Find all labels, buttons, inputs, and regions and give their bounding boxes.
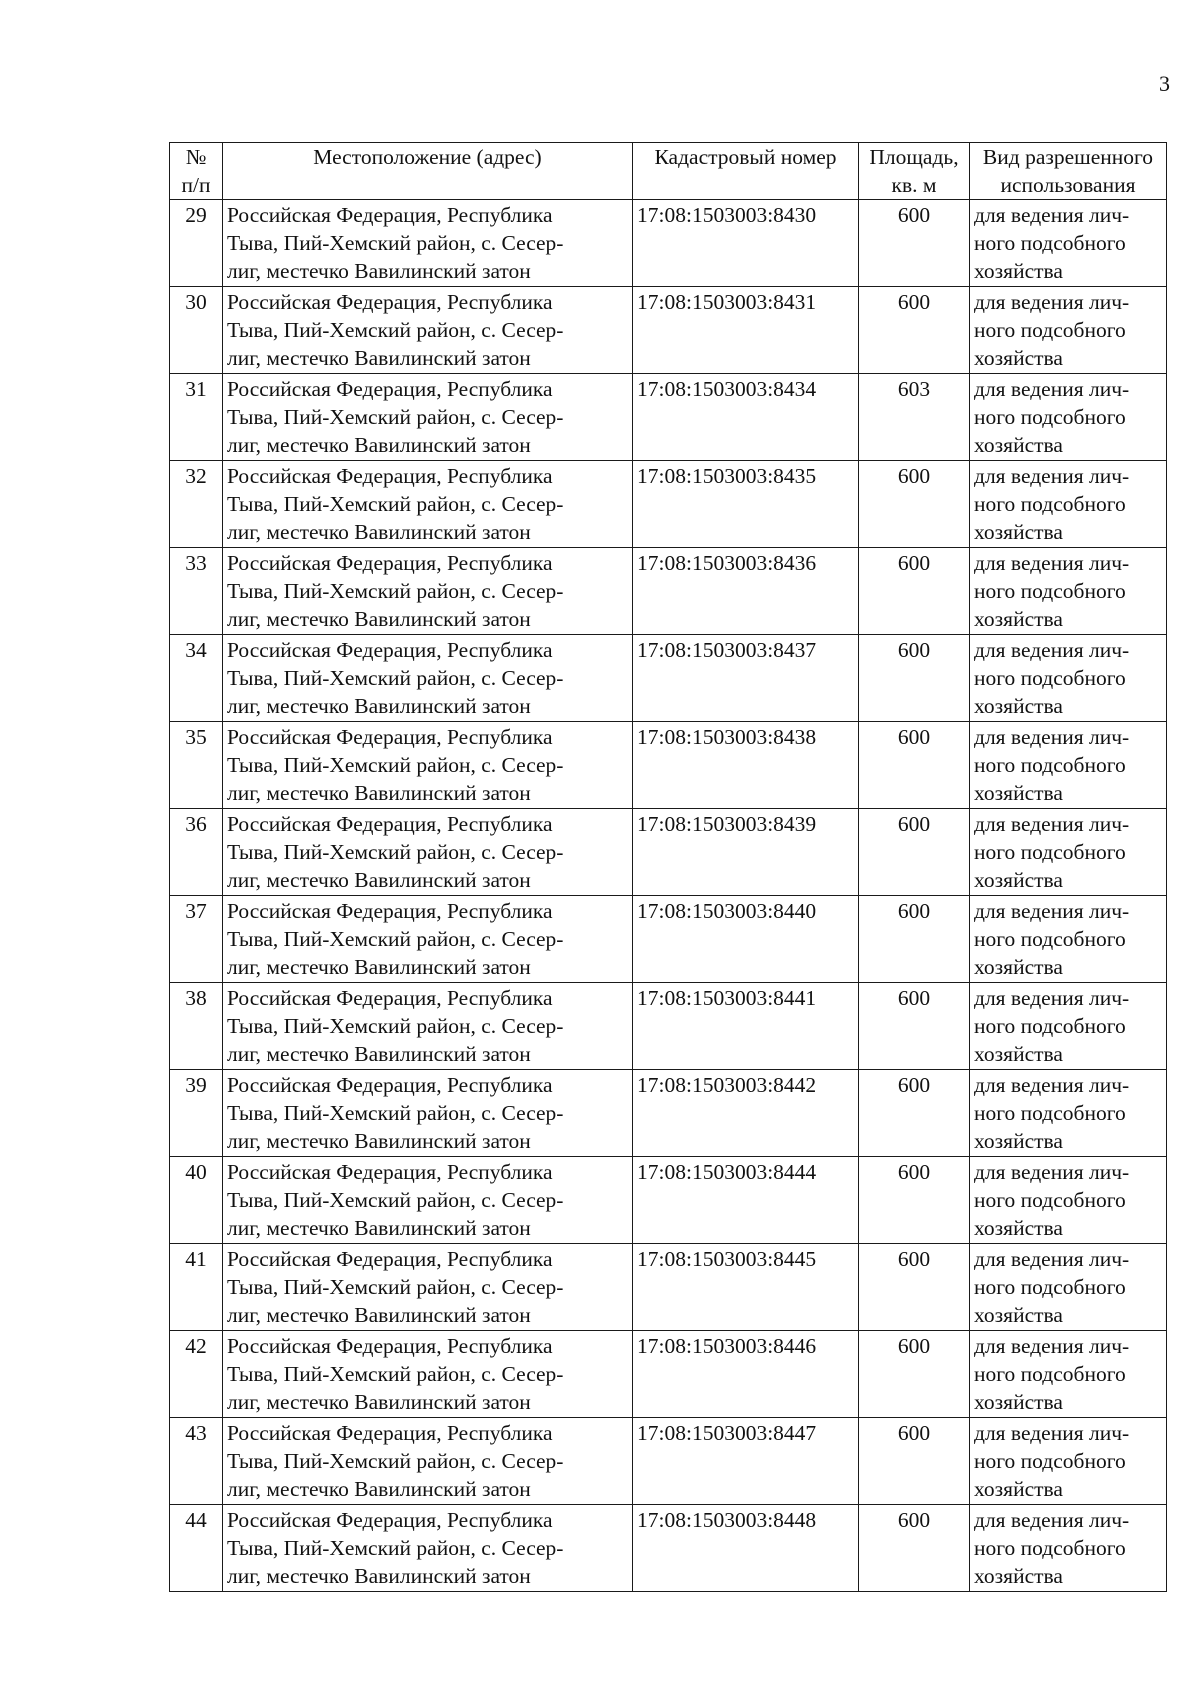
address-line: Тыва, Пий-Хемский район, с. Сесер- (227, 1188, 564, 1212)
permitted-use-line: для ведения лич- (974, 638, 1130, 662)
address-line: лиг, местечко Вавилинский затон (227, 259, 531, 283)
permitted-use-line: ного подсобного (974, 840, 1126, 864)
address-line: Российская Федерация, Республика (227, 1508, 553, 1532)
address-line: лиг, местечко Вавилинский затон (227, 607, 531, 631)
table-row (170, 983, 1167, 1070)
table-row (170, 1244, 1167, 1331)
address-line: Российская Федерация, Республика (227, 899, 553, 923)
address-cell (223, 200, 633, 287)
row-number-cell: 31 (170, 374, 223, 461)
cadastral-number-cell: 17:08:1503003:8441 (633, 983, 859, 1070)
address-line: Тыва, Пий-Хемский район, с. Сесер- (227, 1449, 564, 1473)
area-cell: 600 (859, 1505, 970, 1592)
address-line: Тыва, Пий-Хемский район, с. Сесер- (227, 492, 564, 516)
cadastral-number-cell: 17:08:1503003:8444 (633, 1157, 859, 1244)
address-cell (223, 1157, 633, 1244)
address-line: Российская Федерация, Республика (227, 464, 553, 488)
address-line: Российская Федерация, Республика (227, 290, 553, 314)
cadastral-number-cell: 17:08:1503003:8439 (633, 809, 859, 896)
address-cell (223, 983, 633, 1070)
address-line: Тыва, Пий-Хемский район, с. Сесер- (227, 318, 564, 342)
row-number-cell: 37 (170, 896, 223, 983)
permitted-use-cell (970, 1157, 1167, 1244)
address-cell (223, 1331, 633, 1418)
header-num-line: п/п (181, 173, 211, 197)
address-line: Тыва, Пий-Хемский район, с. Сесер- (227, 1536, 564, 1560)
address-line: Тыва, Пий-Хемский район, с. Сесер- (227, 927, 564, 951)
area-cell: 600 (859, 1418, 970, 1505)
permitted-use-line: ного подсобного (974, 579, 1126, 603)
row-number-cell: 33 (170, 548, 223, 635)
permitted-use-cell (970, 1418, 1167, 1505)
permitted-use-line: хозяйства (974, 433, 1063, 457)
address-cell (223, 1505, 633, 1592)
permitted-use-line: хозяйства (974, 1129, 1063, 1153)
row-number-cell: 41 (170, 1244, 223, 1331)
area-cell: 600 (859, 809, 970, 896)
address-line: лиг, местечко Вавилинский затон (227, 1129, 531, 1153)
cadastral-number-cell: 17:08:1503003:8431 (633, 287, 859, 374)
table-header (170, 143, 1167, 200)
cadastral-number-cell: 17:08:1503003:8435 (633, 461, 859, 548)
permitted-use-line: для ведения лич- (974, 1247, 1130, 1271)
area-cell: 603 (859, 374, 970, 461)
header-area-line: Площадь, (869, 145, 959, 169)
table-row (170, 809, 1167, 896)
cadastral-number-cell: 17:08:1503003:8442 (633, 1070, 859, 1157)
header-use-line: использования (1000, 173, 1136, 197)
address-line: Российская Федерация, Республика (227, 203, 553, 227)
address-line: Тыва, Пий-Хемский район, с. Сесер- (227, 405, 564, 429)
header-address-line: Местоположение (адрес) (313, 145, 542, 169)
permitted-use-line: хозяйства (974, 955, 1063, 979)
permitted-use-line: для ведения лич- (974, 203, 1130, 227)
table-row (170, 1070, 1167, 1157)
permitted-use-line: хозяйства (974, 868, 1063, 892)
address-line: Российская Федерация, Республика (227, 1160, 553, 1184)
header-area (859, 143, 970, 200)
area-cell: 600 (859, 200, 970, 287)
address-line: Российская Федерация, Республика (227, 1334, 553, 1358)
address-cell (223, 548, 633, 635)
table-row (170, 374, 1167, 461)
cadastral-number-cell: 17:08:1503003:8445 (633, 1244, 859, 1331)
address-line: Тыва, Пий-Хемский район, с. Сесер- (227, 666, 564, 690)
address-line: лиг, местечко Вавилинский затон (227, 346, 531, 370)
permitted-use-line: ного подсобного (974, 1188, 1126, 1212)
permitted-use-line: хозяйства (974, 1303, 1063, 1327)
permitted-use-line: ного подсобного (974, 1101, 1126, 1125)
permitted-use-line: ного подсобного (974, 231, 1126, 255)
address-line: лиг, местечко Вавилинский затон (227, 781, 531, 805)
address-line: Тыва, Пий-Хемский район, с. Сесер- (227, 1014, 564, 1038)
address-line: лиг, местечко Вавилинский затон (227, 1303, 531, 1327)
area-cell: 600 (859, 1157, 970, 1244)
permitted-use-line: хозяйства (974, 1564, 1063, 1588)
table-row (170, 1331, 1167, 1418)
row-number-cell: 42 (170, 1331, 223, 1418)
row-number-cell: 32 (170, 461, 223, 548)
area-cell: 600 (859, 548, 970, 635)
permitted-use-line: ного подсобного (974, 492, 1126, 516)
permitted-use-cell (970, 1070, 1167, 1157)
permitted-use-line: хозяйства (974, 1216, 1063, 1240)
permitted-use-cell (970, 461, 1167, 548)
cadastral-number-cell: 17:08:1503003:8430 (633, 200, 859, 287)
header-use-line: Вид разрешенного (982, 145, 1154, 169)
permitted-use-cell (970, 896, 1167, 983)
address-line: лиг, местечко Вавилинский затон (227, 1564, 531, 1588)
table-row (170, 461, 1167, 548)
area-cell: 600 (859, 1331, 970, 1418)
header-cadastral-line: Кадастровый номер (654, 145, 837, 169)
row-number-cell: 43 (170, 1418, 223, 1505)
permitted-use-line: для ведения лич- (974, 986, 1130, 1010)
permitted-use-line: ного подсобного (974, 1362, 1126, 1386)
address-line: лиг, местечко Вавилинский затон (227, 1477, 531, 1501)
permitted-use-cell (970, 983, 1167, 1070)
address-line: Тыва, Пий-Хемский район, с. Сесер- (227, 1275, 564, 1299)
row-number-cell: 36 (170, 809, 223, 896)
address-line: Российская Федерация, Республика (227, 377, 553, 401)
address-line: Тыва, Пий-Хемский район, с. Сесер- (227, 753, 564, 777)
row-number-cell: 39 (170, 1070, 223, 1157)
permitted-use-line: ного подсобного (974, 666, 1126, 690)
table-row (170, 548, 1167, 635)
address-cell (223, 635, 633, 722)
permitted-use-cell (970, 1331, 1167, 1418)
address-line: Тыва, Пий-Хемский район, с. Сесер- (227, 579, 564, 603)
permitted-use-line: для ведения лич- (974, 899, 1130, 923)
address-line: лиг, местечко Вавилинский затон (227, 955, 531, 979)
permitted-use-line: ного подсобного (974, 405, 1126, 429)
cadastral-number-cell: 17:08:1503003:8436 (633, 548, 859, 635)
address-line: лиг, местечко Вавилинский затон (227, 868, 531, 892)
permitted-use-line: хозяйства (974, 1390, 1063, 1414)
cadastral-number-cell: 17:08:1503003:8440 (633, 896, 859, 983)
permitted-use-line: хозяйства (974, 1042, 1063, 1066)
permitted-use-line: ного подсобного (974, 1449, 1126, 1473)
permitted-use-line: для ведения лич- (974, 725, 1130, 749)
table-body (170, 200, 1167, 1592)
area-cell: 600 (859, 287, 970, 374)
permitted-use-cell (970, 722, 1167, 809)
address-line: лиг, местечко Вавилинский затон (227, 694, 531, 718)
permitted-use-line: для ведения лич- (974, 551, 1130, 575)
address-line: Российская Федерация, Республика (227, 812, 553, 836)
permitted-use-cell (970, 200, 1167, 287)
permitted-use-line: для ведения лич- (974, 290, 1130, 314)
address-line: Тыва, Пий-Хемский район, с. Сесер- (227, 231, 564, 255)
permitted-use-cell (970, 287, 1167, 374)
address-line: лиг, местечко Вавилинский затон (227, 433, 531, 457)
address-cell (223, 1244, 633, 1331)
address-cell (223, 896, 633, 983)
permitted-use-line: для ведения лич- (974, 1073, 1130, 1097)
permitted-use-cell (970, 374, 1167, 461)
row-number-cell: 44 (170, 1505, 223, 1592)
row-number-cell: 30 (170, 287, 223, 374)
area-cell: 600 (859, 896, 970, 983)
cadastral-number-cell: 17:08:1503003:8446 (633, 1331, 859, 1418)
permitted-use-line: хозяйства (974, 781, 1063, 805)
address-line: Российская Федерация, Республика (227, 1073, 553, 1097)
address-line: Тыва, Пий-Хемский район, с. Сесер- (227, 1362, 564, 1386)
row-number-cell: 34 (170, 635, 223, 722)
table-row (170, 1418, 1167, 1505)
permitted-use-line: хозяйства (974, 607, 1063, 631)
table-row (170, 1505, 1167, 1592)
cadastral-number-cell: 17:08:1503003:8448 (633, 1505, 859, 1592)
permitted-use-line: для ведения лич- (974, 377, 1130, 401)
permitted-use-cell (970, 548, 1167, 635)
header-num (170, 143, 223, 200)
permitted-use-cell (970, 635, 1167, 722)
permitted-use-line: для ведения лич- (974, 1421, 1130, 1445)
area-cell: 600 (859, 983, 970, 1070)
row-number-cell: 29 (170, 200, 223, 287)
address-line: лиг, местечко Вавилинский затон (227, 1390, 531, 1414)
address-cell (223, 374, 633, 461)
permitted-use-line: хозяйства (974, 259, 1063, 283)
address-line: Российская Федерация, Республика (227, 638, 553, 662)
address-line: лиг, местечко Вавилинский затон (227, 1042, 531, 1066)
area-cell: 600 (859, 635, 970, 722)
header-num-line: № (185, 145, 207, 169)
address-line: Российская Федерация, Республика (227, 1247, 553, 1271)
permitted-use-line: для ведения лич- (974, 812, 1130, 836)
permitted-use-line: ного подсобного (974, 927, 1126, 951)
table-row (170, 896, 1167, 983)
address-cell (223, 1418, 633, 1505)
address-cell (223, 461, 633, 548)
address-cell (223, 722, 633, 809)
table-row (170, 200, 1167, 287)
header-address (223, 143, 633, 200)
table-row (170, 287, 1167, 374)
address-line: Российская Федерация, Республика (227, 1421, 553, 1445)
permitted-use-line: для ведения лич- (974, 464, 1130, 488)
address-line: лиг, местечко Вавилинский затон (227, 520, 531, 544)
address-line: лиг, местечко Вавилинский затон (227, 1216, 531, 1240)
permitted-use-line: для ведения лич- (974, 1508, 1130, 1532)
row-number-cell: 38 (170, 983, 223, 1070)
cadastral-number-cell: 17:08:1503003:8438 (633, 722, 859, 809)
header-use (970, 143, 1167, 200)
cadastral-number-cell: 17:08:1503003:8437 (633, 635, 859, 722)
permitted-use-line: ного подсобного (974, 1014, 1126, 1038)
permitted-use-line: хозяйства (974, 520, 1063, 544)
row-number-cell: 40 (170, 1157, 223, 1244)
area-cell: 600 (859, 1244, 970, 1331)
area-cell: 600 (859, 722, 970, 809)
table-row (170, 1157, 1167, 1244)
header-row (170, 143, 1167, 200)
permitted-use-line: для ведения лич- (974, 1334, 1130, 1358)
permitted-use-line: ного подсобного (974, 753, 1126, 777)
table-row (170, 722, 1167, 809)
address-line: Российская Федерация, Республика (227, 986, 553, 1010)
address-cell (223, 809, 633, 896)
address-cell (223, 287, 633, 374)
address-line: Российская Федерация, Республика (227, 551, 553, 575)
land-plots-table (169, 142, 1167, 1592)
address-line: Тыва, Пий-Хемский район, с. Сесер- (227, 1101, 564, 1125)
permitted-use-line: хозяйства (974, 1477, 1063, 1501)
permitted-use-line: ного подсобного (974, 1536, 1126, 1560)
permitted-use-line: хозяйства (974, 694, 1063, 718)
address-cell (223, 1070, 633, 1157)
address-line: Российская Федерация, Республика (227, 725, 553, 749)
cadastral-number-cell: 17:08:1503003:8434 (633, 374, 859, 461)
area-cell: 600 (859, 461, 970, 548)
permitted-use-line: ного подсобного (974, 1275, 1126, 1299)
area-cell: 600 (859, 1070, 970, 1157)
header-area-line: кв. м (891, 173, 937, 197)
row-number-cell: 35 (170, 722, 223, 809)
permitted-use-line: хозяйства (974, 346, 1063, 370)
header-cadastral (633, 143, 859, 200)
permitted-use-line: для ведения лич- (974, 1160, 1130, 1184)
cadastral-number-cell: 17:08:1503003:8447 (633, 1418, 859, 1505)
permitted-use-line: ного подсобного (974, 318, 1126, 342)
address-line: Тыва, Пий-Хемский район, с. Сесер- (227, 840, 564, 864)
table-row (170, 635, 1167, 722)
page-number: 3 (1159, 71, 1170, 96)
permitted-use-cell (970, 809, 1167, 896)
permitted-use-cell (970, 1244, 1167, 1331)
permitted-use-cell (970, 1505, 1167, 1592)
